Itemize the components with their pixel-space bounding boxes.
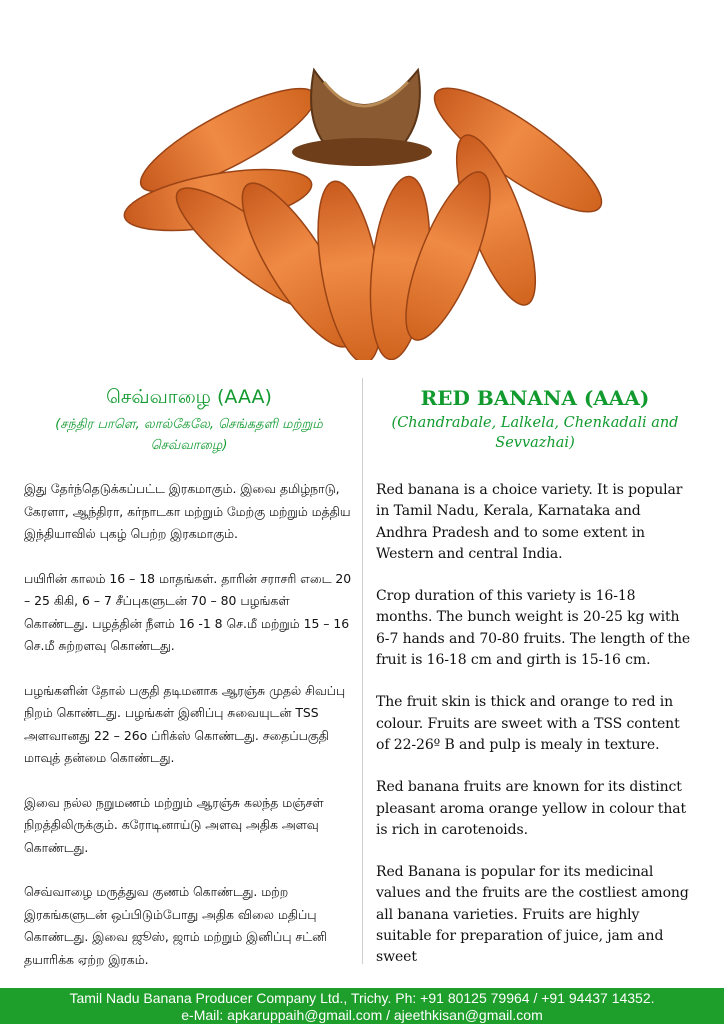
contact-footer	[0, 988, 724, 1024]
english-paragraph: Red Banana is popular for its medicinal values and the fruits are the costliest among all banana varieties. Fruits are highly suitable for preparation of juice, jam and sweet	[376, 864, 689, 966]
red-banana-bunch-image	[118, 30, 606, 360]
tamil-paragraph: இவை நல்ல நறுமணம் மற்றும் ஆரஞ்சு கலந்த மஞ்சள் நிறத்திலிருக்கும். கரோடினாய்டு அளவு அதிக அளவு கொண்டது.	[24, 794, 324, 855]
english-paragraph: Crop duration of this variety is 16-18 months. The bunch weight is 20-25 kg with 6-7 hands and 70-80 fruits. The length of the fruit is 16-18 cm and girth is 15-16 cm.	[376, 588, 691, 669]
english-column	[376, 386, 694, 990]
english-paragraph: Red banana fruits are known for its distinct pleasant aroma orange yellow in colour that is rich in carotenoids.	[376, 779, 687, 838]
tamil-column	[24, 386, 354, 993]
english-paragraph: Red banana is a choice variety. It is popular in Tamil Nadu, Kerala, Karnataka and Andhra Pradesh and to some extent in Western and central India.	[376, 482, 683, 562]
footer-company-phone: Tamil Nadu Banana Producer Company Ltd., Trichy. Ph: +91 80125 79964 / +91 94437 14352.	[69, 990, 655, 1006]
english-subtitle: (Chandrabale, Lalkela, Chenkadali and Sevvazhai)	[391, 415, 679, 451]
english-paragraph: The fruit skin is thick and orange to red in colour. Fruits are sweet with a TSS content of 22-26º B and pulp is mealy in texture.	[376, 694, 680, 753]
english-title: RED BANANA (AAA)	[420, 386, 650, 410]
tamil-paragraph: செவ்வாழை மருத்துவ குணம் கொண்டது. மற்ற இரகங்களுடன் ஒப்பிடும்போது அதிக விலை மதிப்பு கொண்டது. இவை ஜூஸ், ஜாம் மற்றும் இனிப்பு சட்னி தயாரிக்க ஏற்ற இரகம்.	[24, 884, 327, 967]
tamil-paragraph: பழங்களின் தோல் பகுதி தடிமனாக ஆரஞ்சு முதல் சிவப்பு நிறம் கொண்டது. பழங்கள் இனிப்பு சுவையுடன் TSS அளவானது 22 – 26o ப்ரிக்ஸ் கொண்டது. சதைப்பகுதி மாவுத் தன்மை கொண்டது.	[24, 682, 346, 765]
tamil-title: செவ்வாழை (AAA)	[106, 386, 272, 408]
tamil-paragraph: பயிரின் காலம் 16 – 18 மாதங்கள். தாரின் சராசரி எடை 20 – 25 கிகி, 6 – 7 சீப்புகளுடன் 70 – 80 பழங்கள் கொண்டது. பழத்தின் நீளம் 16 -1 8 செ.மீ மற்றும் 15 – 16 செ.மீ சுற்றளவு கொண்டது.	[24, 570, 352, 653]
column-divider	[362, 378, 363, 964]
tamil-paragraph: இது தேர்ந்தெடுக்கப்பட்ட இரகமாகும். இவை தமிழ்நாடு, கேரளா, ஆந்திரா, கர்நாடகா மற்றும் மேற்கு மற்றும் மத்திய இந்தியாவில் புகழ் பெற்ற இரகமாகும்.	[24, 481, 351, 541]
footer-email: e-Mail: apkaruppaih@gmail.com / ajeethkisan@gmail.com	[181, 1007, 543, 1023]
tamil-subtitle: (சந்திர பாளெ, லால்கேலே, செங்கதளி மற்றும் செவ்வாழை)	[55, 417, 323, 453]
